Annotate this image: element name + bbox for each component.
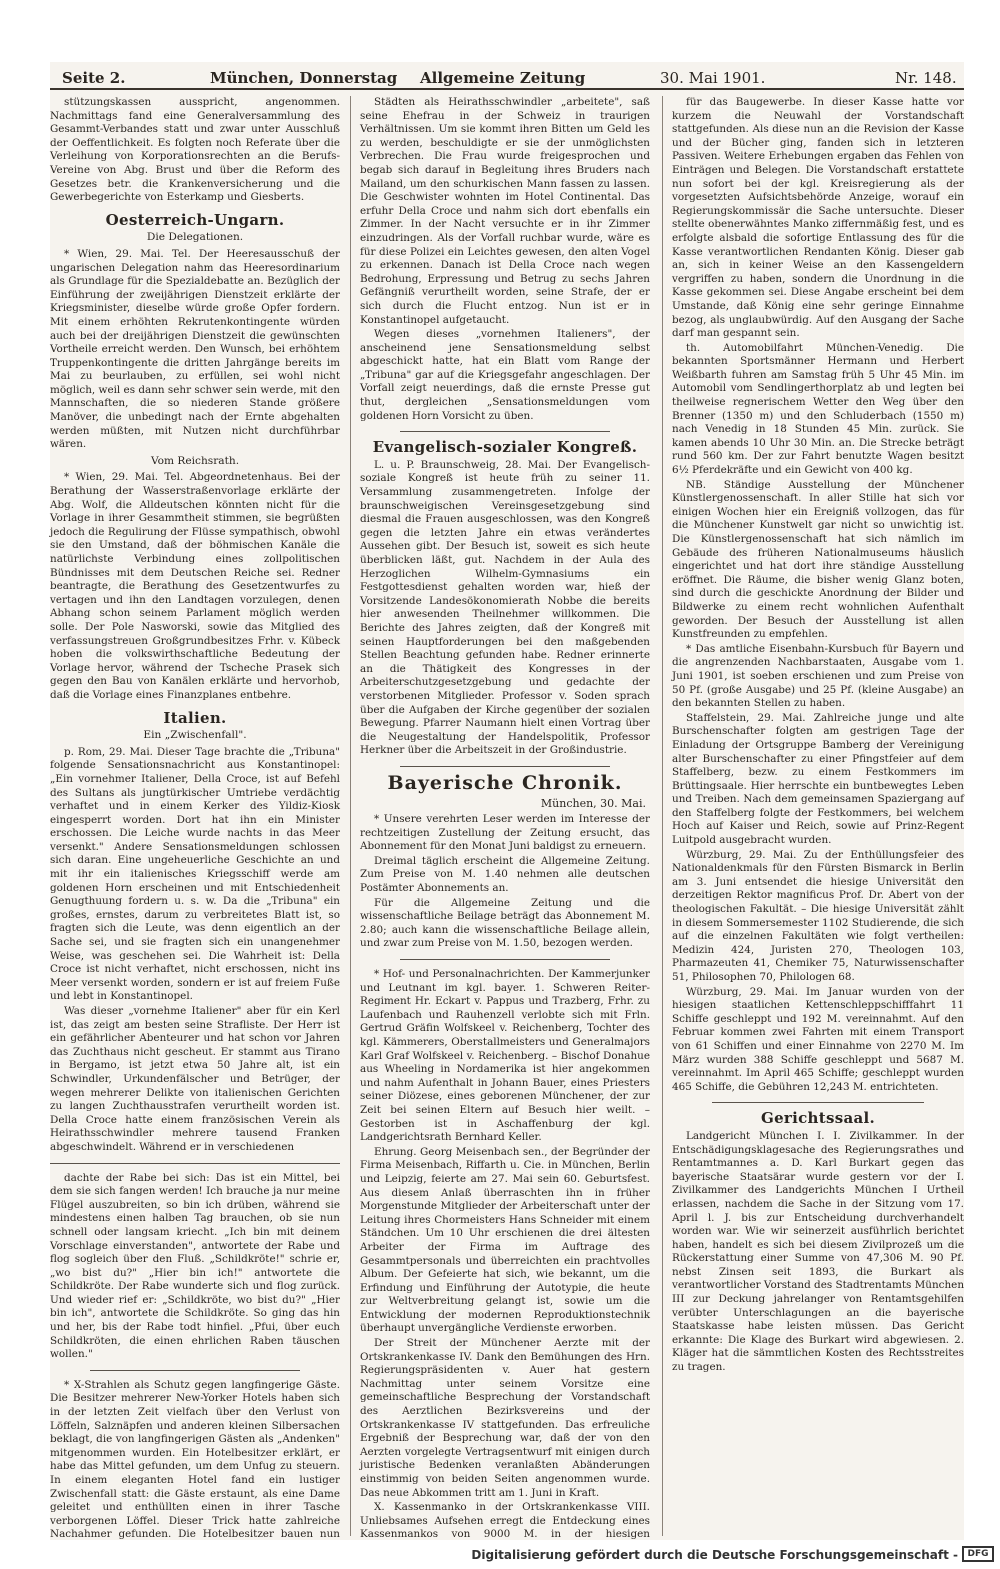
article-text: Würzburg, 29. Mai. Im Januar wurden von der hiesigen staatlichen Kettenschleppschifffahrt 11 Schiffe geschleppt und 192 M. vereinnahmt. Auf den Februar kommen zwei Fahrten mit einem Transport von 61 Schiffen und einer Einnahme von 2270 M. Im März wurden 388 Schiffe geschleppt und 5687 M. vereinnahmt. Im April 465 Schiffe; geschleppt wurden 465 Schiffe, die Gebühren 12,243 M. entrichteten. <box>672 985 964 1093</box>
dateline: München, 30. Mai. <box>540 796 646 810</box>
article-text: Der Streit der Münchener Aerzte mit der Ortskrankenkasse IV. Dank den Bemühungen des Hrn. Regierungspräsidenten v. Auer hat gestern Nachmittag unter seinem Vorsitze eine gemeinschaftliche Besprechung der Vorstandschaft des Aerztlichen Bezirksvereins und der Ortskrankenkasse IV stattgefunden. Das erfreuliche Ergebniß der Besprechung war, daß der von den Aerzten vorgelegte Vertragsentwurf mit einigen durch juristische Bedenken veranlaßten Abänderungen einstimmig von beiden Seiten angenommen wurde. Das neue Abkommen tritt am 1. Juni in Kraft. <box>360 1337 650 1499</box>
article-text: Staffelstein, 29. Mai. Zahlreiche junge und alte Burschenschafter folgten am gestrigen Tage der Einladung der Ortsgruppe Bamberg der Vereinigung alter Burschenschafter zu einer Pfingstfeier auf dem Staffelberg, bezw. zu einem Festkommers im Brüttingsaale. Hier herrschte ein buntbewegtes Leben und Treiben. Nach dem gemeinsamen Spaziergang auf den Staffelberg folgte der Festkommers, bei welchem Hoch auf Kaiser und Reich, sowie auf Prinz-Regent Luitpold ausgebracht wurden. <box>672 711 964 847</box>
section-heading: Evangelisch-sozialer Kongreß. <box>372 438 638 457</box>
article-text: X. Kassenmanko in der Ortskrankenkasse VIII. Unliebsames Aufsehen erregt die Entdeckung eines Kassenmankos von 9000 M. in der hiesigen <box>360 1501 650 1541</box>
divider <box>400 766 610 767</box>
paper-title: Allgemeine Zeitung <box>420 69 586 87</box>
issue-number: Nr. 148. <box>895 69 957 87</box>
article-text: stützungskassen ausspricht, angenommen. Nachmittags fand eine Generalversammlung des Gesammt-Verbandes statt und zwar unter Ausschluß der Oeffentlichkeit. Es folgten noch Referate über die Verleihung von Korporationsrechten an die Berufs-Vereine von Abg. Brust und über die Reform des Gesetzes betr. die Krankenversicherung und die Gewerbegerichte von Esterkamp und Giesberts. <box>50 96 340 204</box>
funding-note: Digitalisierung gefördert durch die Deutsche Forschungsgemeinschaft - <box>471 1548 958 1562</box>
article-text: NB. Ständige Ausstellung der Münchener Künstlergenossenschaft. In aller Stille hat sich vor einigen Wochen hier ein Ereigniß vollzogen, das für die Münchener Kunstwelt gar nicht so unwichtig ist. Die Künstlergenossenschaft hat sich nämlich im Gebäude des früheren Nationalmuseums häuslich eingerichtet und hat dort ihre ständige Ausstellung eröffnet. Die Räume, die bisher wenig Glanz boten, sind durch die geschickte Anordnung der Bilder und Bildwerke zu einem recht wohnlichen Aufenthalt geworden. Der Besuch der Ausstellung ist allen Kunstfreunden zu empfehlen. <box>672 478 964 641</box>
notice-text: * Unsere verehrten Leser werden im Interesse der rechtzeitigen Zustellung der Zeitung ersucht, das Abonnement für den Monat Juni baldigst zu erneuern. <box>360 813 650 853</box>
notice-text: Für die Allgemeine Zeitung und die wissenschaftliche Beilage beträgt das Abonnement M. 2.80; auch kann die wissenschaftliche Beilage allein, und zwar zum Preise von M. 1.50, bezogen werden. <box>360 896 650 950</box>
divider <box>400 431 610 432</box>
subheading: Vom Reichsrath. <box>150 454 240 467</box>
article-text: * Hof- und Personalnachrichten. Der Kammerjunker und Leutnant im kgl. bayer. 1. Schweren Reiter-Regiment Hr. Eckart v. Pappus und Trazberg, Frhr. zu Laufenbach und Rauhenzell verlobte sich mit Frln. Gertrud Gräfin Wolfskeel v. Reichenberg, Tochter des kgl. Kämmerers, Oberstallmeisters und Generalmajors Karl Graf Wolfskeel v. Reichenberg. – Bischof Donahue aus Wheeling in Nordamerika ist hier angekommen und nahm Aufenthalt in Johann Bauer, eines Priesters seiner Diözese, eines geborenen Münchener, der zur Zeit bei seinen Eltern auf Besuch hier weilt. – Gestorben ist in Aschaffenburg der kgl. Landgerichtsrath Bernhard Keller. <box>360 968 650 1144</box>
article-text: th. Automobilfahrt München-Venedig. Die bekannten Sportsmänner Hermann und Herbert Weißbarth fuhren am Samstag früh 5 Uhr 45 Min. im Automobil vom Sendlingerthorplatz ab und legten bei theilweise regnerischem Wetter den Weg über den Brenner (1350 m) und den Schluderbach (1550 m) nach Venedig in 18 Stunden 45 Min. zurück. Sie kamen abends 10 Uhr 30 Min. an. Die Strecke beträgt rund 560 km. Der zur Fahrt benutzte Wagen besitzt 6½ Pferdekräfte und ein Gewicht von 400 kg. <box>672 341 964 477</box>
section-heading: Oesterreich-Ungarn. <box>105 210 285 229</box>
article-text: * Wien, 29. Mai. Tel. Abgeordnetenhaus. Bei der Berathung der Wasserstraßenvorlage erklärte der Abg. Wolf, die Alldeutschen könnten nicht für die Vorlage in ihrer Gesammtheit stimmen, sie begrüßten jedoch die Regulirung der Flüsse sympathisch, obwohl sie den Umstand, daß der böhmischen Kanäle die natürlichste Verbindung eines zollpolitischen Bündnisses mit dem Deutschen Reiche sei. Redner beantragte, die Berathung des Gesetzentwurfes zu vertagen und ihn den Landtagen vorzulegen, denen Abhang schon seinem Parlament möglich werden solle. Der Pole Nasworski, sowie das Mitglied des verfassungstreuen Großgrundbesitzes Frhr. v. Kübeck hoben die volkswirthschaftliche Bedeutung der Vorlage hervor, während der Tscheche Prasek sich gegen den Bau von Kanälen erklärte und hervorhob, daß die Vorlage eines Finanzplanes entbehre. <box>50 471 340 701</box>
page-number: Seite 2. <box>62 69 126 87</box>
column-rule <box>350 96 351 1536</box>
feuilleton-text: dachte der Rabe bei sich: Das ist ein Mittel, bei dem sie sich fangen werden! Ich brauche ja nur meine Flügel auszubreiten, so bin ich drüben, während sie mindestens einen halben Tag brauchen, ob sie nun schnell oder langsam kriecht. „Ich bin mit deinem Vorschlage einverstanden", antwortete der Rabe und flog sogleich über den Fluß. „Schildkröte!" schrie er, „wo bist du?" „Hier bin ich!" antwortete die Schildkröte. Der Rabe wunderte sich und flog zurück. Und wieder rief er: „Schildkröte, wo bist du?" „Hier bin ich", antwortete die Schildkröte. So ging das hin und her, bis der Rabe todt hinfiel. „Pfui, über euch Schildkröten, die einen ehrlichen Raben täuschen wollen." <box>50 1171 340 1361</box>
subheading: Die Delegationen. <box>146 231 244 244</box>
article-text: Städten als Heirathsschwindler „arbeitete", saß seine Ehefrau in der Schweiz in traurigen Verhältnissen. Um sie kommt ihren Bitten um Geld les zu werden, beschuldigte er sie der unmöglichsten Verbrechen. Die Frau wurde freigesprochen und begab sich darauf in Begleitung ihres Bruders nach Mailand, um den schurkischen Mann fassen zu lassen. Die Geschwister wohnten im Hotel Continental. Das erfuhr Della Croce und nahm sich dort ebenfalls ein Zimmer. In der Nacht versuchte er in ihr Zimmer einzudringen. Als der Vorfall ruchbar wurde, wäre es für diese Polizei ein Leichtes gewesen, den alten Vogel zu erkennen. Danach ist Della Croce nach wegen Bedrohung, Erpressung und Betrug zu sechs Jahren Gefängniß verurtheilt worden, seine Strafe, der er sich durch die Flucht entzog. Nun ist er in Konstantinopel aufgetaucht. <box>360 96 650 326</box>
article-text: L. u. P. Braunschweig, 28. Mai. Der Evangelisch-soziale Kongreß ist heute früh zu seiner 11. Versammlung zusammengetreten. Infolge der braunschweigischen Vereinsgesetzgebung sind diesmal die Frauen ausgeschlossen, was den Kongreß gegen die letzten Jahre ein etwas verändertes Aussehen gibt. Der Besuch ist, soweit es sich heute überblicken läßt, gut. Nachdem in der Aula des Herzoglichen Wilhelm-Gymnasiums ein Festgottesdienst gehalten worden war, hieß der Vorsitzende Landesökonomierath Nobbe die bereits hier anwesenden Theilnehmer willkommen. Die Berichte des Jahres zeigten, daß der Kongreß mit seinen Hauptforderungen bei den maßgebenden Stellen Beachtung gefunden habe. Redner erinnerte an die Thätigkeit des Kongresses in der Arbeiterschutzgesetzgebung und gedachte der verstorbenen Mitglieder. Professor v. Soden sprach über die Aufgaben der Kirche gegenüber der sozialen Bewegung. Pfarrer Naumann hielt einen Vortrag über die Neugestaltung der Handelspolitik, Professor Herkner über die Arbeitszeit in der Großindustrie. <box>360 458 650 757</box>
issue-date: 30. Mai 1901. <box>660 69 766 87</box>
article-text: p. Rom, 29. Mai. Dieser Tage brachte die „Tribuna" folgende Sensationsnachricht aus Konstantinopel: „Ein vornehmer Italiener, Della Croce, ist auf Befehl des Sultans als jungtürkischer Umtriebe verdächtig verhaftet und in einem Kerker des Yildiz-Kiosk eingesperrt worden. Dort hat ihn ein Minister erschossen. Die Leiche wurde nachts in das Meer versenkt." Andere Sensationsmeldungen schlossen sich daran. Eine ungeheuerliche Geschichte an und mit ihr ein italienisches Kriegsschiff werde am goldenen Horn erscheinen und mit Entschiedenheit Genugthuung fordern u. s. w. Da die „Tribuna" ein großes, ernstes, darum zu verbreitetes Blatt ist, so fragten sich die Leute, was denn eigentlich an der Sache sei, und sie fragten sich ein unangenehmer Weise, was geschehen sei. Die Wahrheit ist: Della Croce ist nicht verhaftet, nicht erschossen, nicht ins Meer versenkt worden, sondern er ist auf freiem Fuße und lebt in Konstantinopel. <box>50 745 340 1003</box>
divider <box>90 1370 300 1371</box>
divider <box>400 959 610 960</box>
dfg-logo: DFG <box>962 1546 994 1562</box>
city-day: München, Donnerstag <box>210 69 398 87</box>
article-text: für das Baugewerbe. In dieser Kasse hatte vor kurzem die Neuwahl der Vorstandschaft stattgefunden. Als diese nun an die Revision der Kasse und der Bücher ging, fanden sich in letzteren Passiven. Weitere Erhebungen ergaben das Fehlen von Einträgen und Belegen. Die Vorstandschaft erstattete nun sofort bei der kgl. Kreisregierung als der vorgesetzten Aufsichtsbehörde Anzeige, worauf ein Regierungskommissär die Sache untersuchte. Dieser stellte obenerwähntes Manko ziffernmäßig fest, und es erfolgte alsbald die sofortige Entlassung des für die Kasse verantwortlichen Rendanten König. Dieser gab an, sich in keiner Weise an den Kassengeldern vergriffen zu haben, sondern die Unordnung in die Kasse gekommen sei. Diese Angabe erscheint bei dem Umstande, daß König eine sehr geringe Einnahme bezog, als unglaubwürdig. Auf den Ausgang der Sache darf man gespannt sein. <box>672 96 964 340</box>
column-3 <box>672 96 964 1536</box>
article-text: * Das amtliche Eisenbahn-Kursbuch für Bayern und die angrenzenden Nachbarstaaten, Ausgabe vom 1. Juni 1901, ist soeben erschienen und zum Preise von 50 Pf. (große Ausgabe) und 25 Pf. (kleine Ausgabe) an den bekannten Stellen zu haben. <box>672 642 964 710</box>
column-1 <box>50 96 340 1541</box>
article-text: * X-Strahlen als Schutz gegen langfingerige Gäste. Die Besitzer mehrerer New-Yorker Hotels haben sich in der letzten Zeit vielfach über den Verlust von Löffeln, Salznäpfen und anderen kleinen Silbersachen beklagt, die von langfingerigen Gästen als „Andenken" mitgenommen wurden. Ein Hotelbesitzer erklärt, er habe das Mittel gefunden, um dem Unfug zu steuern. In einem eleganten Hotel fand ein lustiger Zwischenfall statt: die Gäste erstaunt, als eine Dame geleitet und enthüllten einen in ihrer Tasche verborgenen Löffel. Dieser Trick hatte zahlreiche Nachahmer gefunden. Die Hotelbesitzer bauen nun <box>50 1378 340 1541</box>
article-text: * Wien, 29. Mai. Tel. Der Heeresausschuß der ungarischen Delegation nahm das Heeresordinarium als Grundlage für die Spezialdebatte an. Bezüglich der Einführung der zweijährigen Dienstzeit erklärte der Kriegsminister, dieselbe würde große Opfer fordern. Mit einem erhöhten Rekrutenkontingente würden auch bei der dreijährigen Dienstzeit die gewünschten Vortheile erreicht werden. Den Wunsch, bei erhöhtem Truppenkontingente die dritten Jahrgänge bereits im Mai zu beurlauben, zu erfüllen, sei wohl nicht möglich, weil es dann sehr schwer sein werde, mit den Mannschaften, die so niederen Stande größere Manöver, die unbedingt nach der Ernte abgehalten werden müßten, mit Nutzen nicht durchführbar wären. <box>50 247 340 451</box>
columns <box>50 96 965 1541</box>
section-heading: Italien. <box>163 708 227 727</box>
section-heading: Gerichtssaal. <box>760 1109 876 1128</box>
divider <box>712 1102 924 1103</box>
column-rule <box>662 96 663 1536</box>
article-text: Würzburg, 29. Mai. Zu der Enthüllungsfeier des Nationaldenkmals für den Fürsten Bismarck in Berlin am 3. Juni entsendet die hiesige Universität den derzeitigen Rektor magnificus Prof. Dr. Abert von der theologischen Fakultät. – Die hiesige Universität zählt in diesem Sommersemester 1102 Studierende, die sich auf die einzelnen Fakultäten wie folgt vertheilen: Medizin 424, Juristen 270, Theologen 103, Pharmazeuten 41, Chemiker 75, Naturwissenschafter 51, Philosophen 70, Philologen 68. <box>672 848 964 983</box>
column-2 <box>360 96 650 1541</box>
section-heading: Bayerische Chronik. <box>387 771 623 794</box>
newspaper-page <box>50 62 964 1540</box>
divider <box>50 1163 340 1164</box>
article-text: Was dieser „vornehme Italiener" aber für ein Kerl ist, das zeigt am besten seine Strafliste. Der Herr ist ein gefährlicher Abenteurer und hat schon vor Jahren das Zuchthaus nicht gescheut. Er stammt aus Tirano in Bergamo, ist jetzt etwa 50 Jahre alt, ist ein Schwindler, Urkundenfälscher und Betrüger, der wegen mehrerer Delikte von italienischen Gerichten zu langen Zuchthausstrafen verurtheilt worden ist. Della Croce hatte einem französischen Verein als Heirathsschwindler mehrere tausend Franken abgeschwindelt. Während er in verschiedenen <box>50 1005 340 1153</box>
page-header <box>50 62 964 90</box>
article-text: Wegen dieses „vornehmen Italieners", der anscheinend jene Sensationsmeldung selbst abgeschickt hatte, hat ein Blatt vom Range der „Tribuna" gar auf die Kriegsgefahr angeschlagen. Der Vorfall zeigt neuerdings, daß die ernste Presse gut thut, dergleichen „Sensationsmeldungen vom goldenen Horn Vorsicht zu üben. <box>360 328 650 422</box>
subheading: Ein „Zwischenfall". <box>143 729 247 742</box>
footer <box>0 1542 1000 1568</box>
notice-text: Dreimal täglich erscheint die Allgemeine Zeitung. Zum Preise von M. 1.40 nehmen alle deutschen Postämter Abonnements an. <box>360 854 650 895</box>
article-text: Landgericht München I. I. Zivilkammer. In der Entschädigungsklagesache des Regierungsrathes und Rentamtmannes a. D. Karl Burkart gegen das bayerische Staatsärar wurde gestern vor der I. Zivilkammer des Landgerichts München I Urtheil erlassen, nachdem die Sache in der Sitzung vom 17. April l. J. bis zur Entscheidung durchverhandelt worden war. Wie wir seinerzeit ausführlich berichtet haben, handelt es sich bei diesem Zivilprozeß um die Rückerstattung einer Summe von 47,306 M. 90 Pf. nebst Zinsen seit 1893, die Burkart als verantwortlicher Vorstand des Stadtrentamts München III zur Deckung jahrelanger von Rentamtsgehilfen verübter Unterschlagungen an die bayerische Staatskasse habe leisten müssen. Das Gericht erkannte: Die Klage des Burkart wird abgewiesen. 2. Kläger hat die sämmtlichen Kosten des Rechtsstreites zu tragen. <box>672 1129 965 1374</box>
article-text: Ehrung. Georg Meisenbach sen., der Begründer der Firma Meisenbach, Riffarth u. Cie. in München, Berlin und Leipzig, feierte am 27. Mai sein 60. Geburtsfest. Aus diesem Anlaß überraschten ihn in früher Morgenstunde Mitglieder der Arbeiterschaft unter der Leitung ihres Chormeisters Hans Schneider mit einem Ständchen. Um 10 Uhr erschienen die drei ältesten Arbeiter der Firma im Auftrage des Gesammtpersonals und überreichten ein prachtvolles Album. Der Gefeierte hat sich, wie bekannt, um die Erfindung und Einführung der Autotypie, die heute zur Weltverbreitung gelangt ist, sowie um die Entwicklung der modernen Reproduktionstechnik überhaupt unvergängliche Verdienste erworben. <box>360 1145 650 1335</box>
